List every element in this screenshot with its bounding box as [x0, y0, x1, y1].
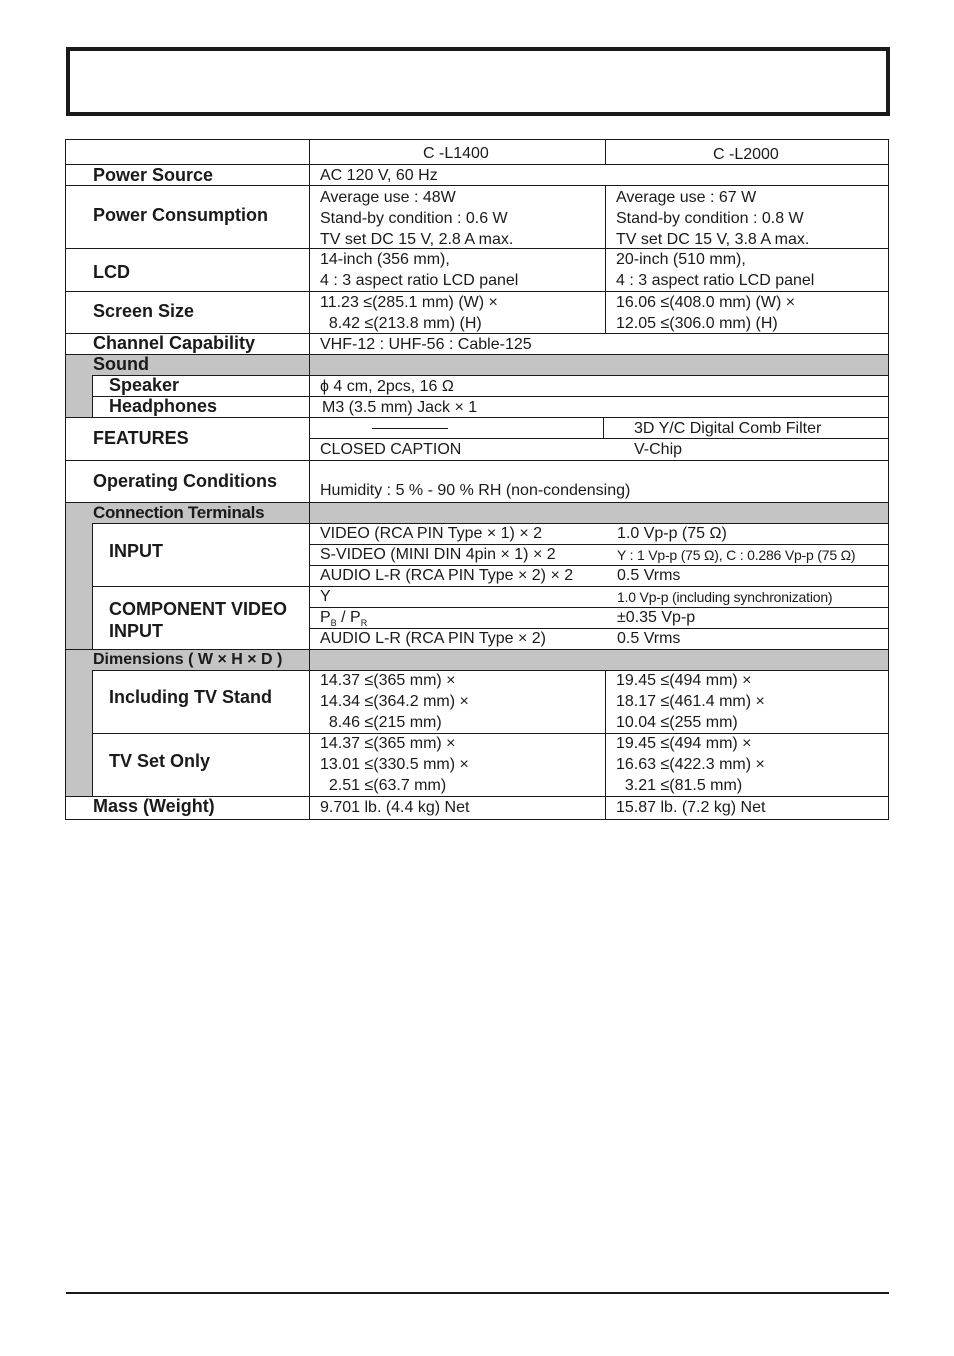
value-comp-audio-spec: 0.5 Vrms [617, 630, 681, 647]
pb-letter: P [320, 609, 331, 626]
value-input-audio-spec: 0.5 Vrms [617, 567, 681, 584]
label-tv-set-only: TV Set Only [109, 751, 211, 771]
value-lcd-2: 20-inch (510 mm), 4 : 3 aspect ratio LCD panel [616, 251, 815, 289]
value-features-vchip: V-Chip [634, 441, 683, 458]
specifications-table [65, 139, 889, 820]
value-headphones: M3 (3.5 mm) Jack × 1 [322, 399, 478, 416]
value-power-source: AC 120 V, 60 Hz [320, 167, 438, 184]
sound-indent-strip [66, 375, 92, 417]
label-screen-size: Screen Size [93, 301, 195, 321]
label-component-video-input: COMPONENT VIDEO INPUT [109, 599, 288, 641]
label-dimensions: Dimensions ( W × H × D ) [93, 651, 283, 668]
value-mass-2: 15.87 lb. (7.2 kg) Net [616, 799, 766, 816]
value-input-audio: AUDIO L-R (RCA PIN Type × 2) × 2 [320, 567, 574, 584]
value-dim-set-2: 19.45 ≤(494 mm) × 16.63 ≤(422.3 mm) × 3.21 ≤(81.5 mm) [616, 735, 765, 794]
value-comp-y: Y [320, 588, 331, 605]
features-blank-rule [372, 428, 448, 429]
value-features-closed-caption: CLOSED CAPTION [320, 441, 462, 458]
sound-header-band [66, 354, 888, 375]
value-dim-set-1: 14.37 ≤(365 mm) × 13.01 ≤(330.5 mm) × 2.51 ≤(63.7 mm) [320, 735, 469, 794]
value-comp-y-spec: 1.0 Vp-p (including synchronization) [617, 589, 833, 605]
page-title-box [66, 47, 890, 116]
value-operating-humidity: Humidity : 5 % - 90 % RH (non-condensing) [320, 482, 631, 499]
label-operating-conditions: Operating Conditions [93, 471, 277, 491]
model-header-2: C -L2000 [713, 146, 779, 163]
value-power-consumption-2: Average use : 67 W Stand-by condition : 0.8 W TV set DC 15 V, 3.8 A max. [616, 189, 810, 248]
label-features: FEATURES [93, 428, 189, 448]
value-input-svideo-spec: Y : 1 Vp-p (75 Ω), C : 0.286 Vp-p (75 Ω) [617, 547, 856, 563]
dimensions-indent-strip [66, 670, 92, 796]
label-channel-capability: Channel Capability [93, 333, 256, 353]
label-power-consumption: Power Consumption [93, 205, 268, 225]
value-comp-audio: AUDIO L-R (RCA PIN Type × 2) [320, 630, 546, 647]
value-features-comb-filter: 3D Y/C Digital Comb Filter [634, 420, 822, 437]
pr-subscript: R [360, 618, 368, 629]
label-power-source: Power Source [93, 165, 214, 185]
value-input-video-spec: 1.0 Vp-p (75 Ω) [617, 525, 727, 542]
value-input-svideo: S-VIDEO (MINI DIN 4pin × 1) × 2 [320, 546, 556, 563]
value-screen-size-2: 16.06 ≤(408.0 mm) (W) × 12.05 ≤(306.0 mm) (H) [616, 294, 796, 332]
label-headphones: Headphones [109, 396, 218, 416]
value-lcd-1: 14-inch (356 mm), 4 : 3 aspect ratio LCD panel [320, 251, 519, 289]
pr-separator: / P [336, 609, 361, 626]
connection-indent-strip [66, 523, 92, 649]
value-screen-size-1: 11.23 ≤(285.1 mm) (W) × 8.42 ≤(213.8 mm) (H) [320, 294, 498, 332]
label-sound: Sound [93, 354, 149, 374]
value-channel-capability: VHF-12 : UHF-56 : Cable-125 [320, 336, 532, 353]
label-speaker: Speaker [109, 375, 180, 395]
label-connection-terminals: Connection Terminals [93, 503, 265, 522]
value-mass-1: 9.701 lb. (4.4 kg) Net [320, 799, 470, 816]
label-mass: Mass (Weight) [93, 796, 215, 816]
label-including-tv-stand: Including TV Stand [109, 687, 272, 707]
value-comp-pb-pr-spec: ±0.35 Vp-p [617, 609, 696, 626]
label-lcd: LCD [93, 262, 130, 282]
value-power-consumption-1: Average use : 48W Stand-by condition : 0.6 W TV set DC 15 V, 2.8 A max. [320, 189, 514, 248]
value-dim-stand-2: 19.45 ≤(494 mm) × 18.17 ≤(461.4 mm) × 10.04 ≤(255 mm) [616, 672, 765, 731]
footer-rule [66, 1292, 889, 1294]
pb-subscript: B [330, 618, 337, 629]
value-input-video: VIDEO (RCA PIN Type × 1) × 2 [320, 525, 543, 542]
label-input: INPUT [109, 541, 163, 561]
value-speaker: ϕ 4 cm, 2pcs, 16 Ω [320, 378, 454, 395]
model-header-1: C -L1400 [423, 145, 489, 162]
value-dim-stand-1: 14.37 ≤(365 mm) × 14.34 ≤(364.2 mm) × 8.46 ≤(215 mm) [320, 672, 469, 731]
